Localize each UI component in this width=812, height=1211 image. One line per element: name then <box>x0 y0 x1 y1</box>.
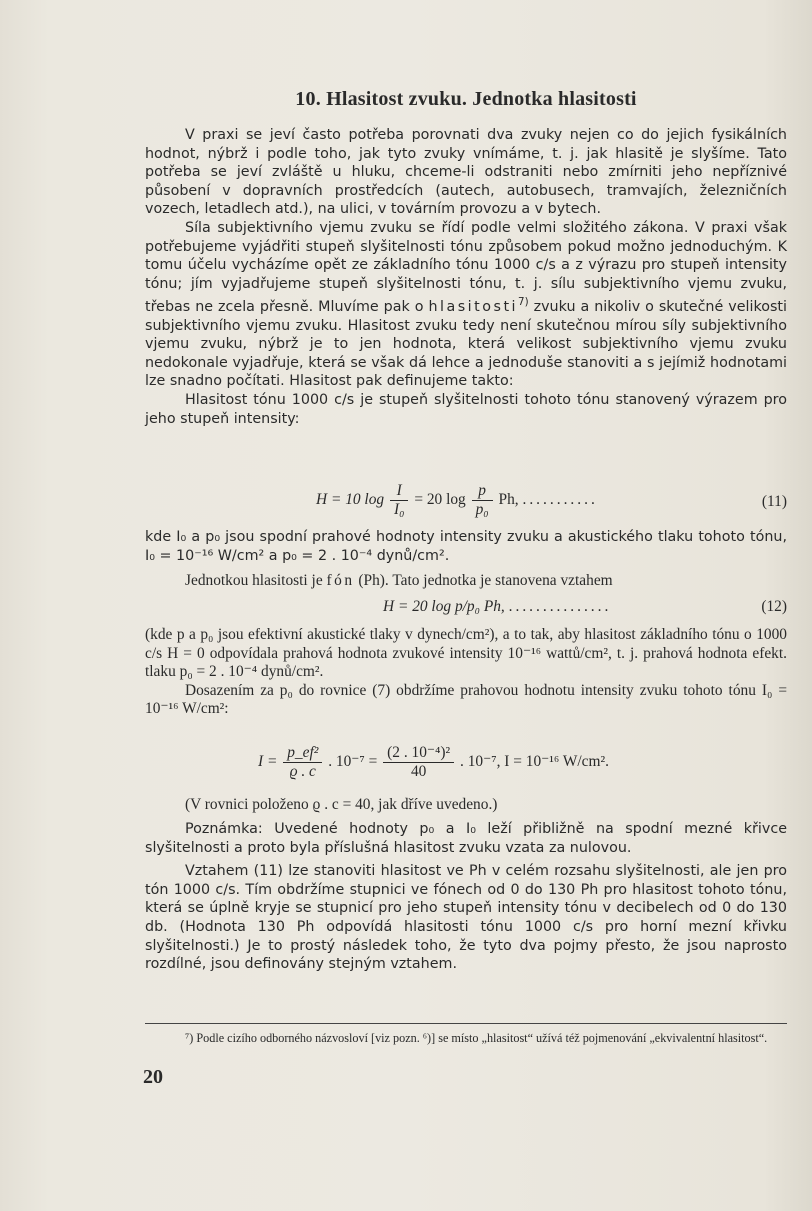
footnote <box>145 1030 787 1046</box>
section-heading: 10. Hlasitost zvuku. Jednotka hlasitosti <box>295 88 637 110</box>
eqi-frac1-denominator: ϱ . c <box>289 763 316 780</box>
footnote-text: ⁷) Podle cizího odborného názvosloví [viz pozn. ⁶)] se místo „hlasitost“ užívá též pojmenování „ekvivalentní hlasitost“. <box>185 1031 768 1045</box>
eqi-fraction-2 <box>383 744 454 781</box>
eqi-frac2-numerator: (2 . 10⁻⁴)² <box>383 744 454 763</box>
eq11-frac1-numerator: I <box>390 482 408 501</box>
eqi-multiplier: . 10⁻⁷ = <box>328 753 378 771</box>
eq11-leader-dots: ........... <box>522 491 598 509</box>
body-block-3 <box>145 572 787 591</box>
eq12-label: (12) <box>761 598 787 615</box>
eqi-tail: . 10⁻⁷, I = 10⁻¹⁶ W/cm². <box>460 753 609 771</box>
eq12-body: H = 20 log p/p₀ Ph, <box>383 598 505 615</box>
spaced-term-fon: fón <box>326 572 355 589</box>
paragraph-tone-1000: Hlasitost tónu 1000 c/s je stupeň slyšitelnosti tohoto tónu stanovený výrazem pro jeho stupeň intensity: <box>145 392 787 427</box>
paragraph-intro: V praxi se jeví často potřeba porovnati dva zvuky nejen co do jejich fysikálních hodnot, nýbrž i podle toho, jak tyto zvuky vnímáme, t. j. jak hlasitě je slyšíme. Tato potřeba se jeví zvláště u hluku, chceme-li odstraniti nebo zmírniti jeho nepříznivé působení v dopravních prostředcích (autech, autobusech, tramvajích, železničních vozech, letadlech atd.), na ulici, v továrním provozu a v bytech. <box>145 127 787 218</box>
eq11-unit: Ph, <box>498 491 519 509</box>
eqi-frac2-denominator: 40 <box>410 763 427 780</box>
paragraph-text: Jednotkou hlasitosti je <box>185 572 323 589</box>
body-block-6 <box>145 820 787 974</box>
paragraph-text: Síla subjektivního vjemu zvuku se řídí podle velmi složitého zákona. V praxi však potřebujeme vyjádřiti stupeň slyšitelnosti tónu způsobem pokud možno jednoduchým. K tomu účelu vycházíme opět ze základního tónu 1000 c/s a z výrazu pro stupeň intensity tónu; jím vyjadřujeme stupeň slyšitelnosti tónu, t. j. sílu subjektivního vjemu zvuku, třebas ne zcela přesně. Mluvíme pak o <box>145 219 787 316</box>
paragraph-threshold-values: kde I₀ a p₀ jsou spodní prahové hodnoty intensity zvuku a akustického tlaku tohoto tónu, I₀ = 10⁻¹⁶ W/cm² a p₀ = 2 . 10⁻⁴ dynů/cm². <box>145 529 787 564</box>
eq11-lhs: H = 10 log <box>316 491 385 509</box>
body-block-5 <box>145 796 787 815</box>
eqi-fraction-1 <box>283 744 322 781</box>
paragraph-substitution: Dosazením za p₀ do rovnice (7) obdržíme prahovou hodnotu intensity zvuku tohoto tónu I₀ = 10⁻¹⁶ W/cm²: <box>145 681 787 718</box>
eq11-frac2-numerator: p <box>472 482 493 501</box>
equation-intensity <box>258 744 609 781</box>
paragraph-text: zvuku a nikoliv o skutečné velikosti subjektivního vjemu zvuku. Hlasitost zvuku tedy není skutečnou mírou síly subjektivního vjemu zvuku, nýbrž je to jen hodnota, která velikost subjektivního vjemu zvuku nedokonale vyjadřuje, která se však dá lehce a jednoduše stanoviti a s jejímiž hodnotami lze snadno počítati. Hlasitost pak definujeme takto: <box>145 299 788 390</box>
paragraph-loudness-definition <box>145 219 787 391</box>
page-number: 20 <box>143 1066 163 1088</box>
equation-12 <box>383 598 787 616</box>
body-block-4 <box>145 626 787 719</box>
paragraph-rho-c: (V rovnici položeno ϱ . c = 40, jak dříve uvedeno.) <box>185 796 498 813</box>
paragraph-phon-unit <box>145 572 787 591</box>
eq11-label: (11) <box>761 493 787 510</box>
eqi-lhs: I = <box>258 753 278 771</box>
paragraph-effective-pressure: (kde p a p₀ jsou efektivní akustické tlaky v dynech/cm²), a to tak, aby hlasitost základního tónu o 1000 c/s H = 0 odpovídala prahová hodnota zvukové intensity 10⁻¹⁶ wattů/cm², t. j. prahová hodnota efekt. tlaku p₀ = 2 . 10⁻⁴ dynů/cm². <box>145 626 787 681</box>
eq11-middle: = 20 log <box>414 491 466 509</box>
eq11-fraction-intensity <box>390 482 408 519</box>
paragraph-note: Poznámka: Uvedené hodnoty p₀ a I₀ leží přibližně na spodní mezné křivce slyšitelnosti a proto byla příslušná hlasitost zvuku vzata za nulovou. <box>145 821 787 856</box>
eq11-frac2-denominator: p₀ <box>475 501 489 518</box>
body-block-1 <box>145 126 787 428</box>
eqi-frac1-numerator: p_ef² <box>283 744 322 763</box>
eq11-frac1-denominator: I₀ <box>393 501 405 518</box>
body-block-2 <box>145 528 787 565</box>
eq12-leader-dots: ............... <box>508 598 612 615</box>
paragraph-scale: Vztahem (11) lze stanoviti hlasitost ve Ph v celém rozsahu slyšitelnosti, ale jen pro tón 1000 c/s. Tím obdržíme stupnici ve fónech od 0 do 130 Ph pro hlasitost tohoto tónu, která se úplně kryje se stupnicí pro jeho stupeň intensity tónu v decibelech od 0 do 130 db. (Hodnota 130 Ph odpovídá hlasitosti tónu 1000 c/s pro horní mezní křivku slyšitelnosti.) Je to prostý následek toho, že tyto dva pojmy přesto, že jsou naprosto rozdílné, jsou definovány stejným vztahem. <box>145 863 787 973</box>
footnote-ref: 7) <box>518 296 529 309</box>
equation-11 <box>316 482 787 519</box>
footnote-divider <box>145 1023 787 1024</box>
paragraph-text: (Ph). Tato jednotka je stanovena vztahem <box>358 572 613 589</box>
eq11-fraction-pressure <box>472 482 493 519</box>
spaced-term-hlasitosti: hlasitosti <box>428 299 519 316</box>
